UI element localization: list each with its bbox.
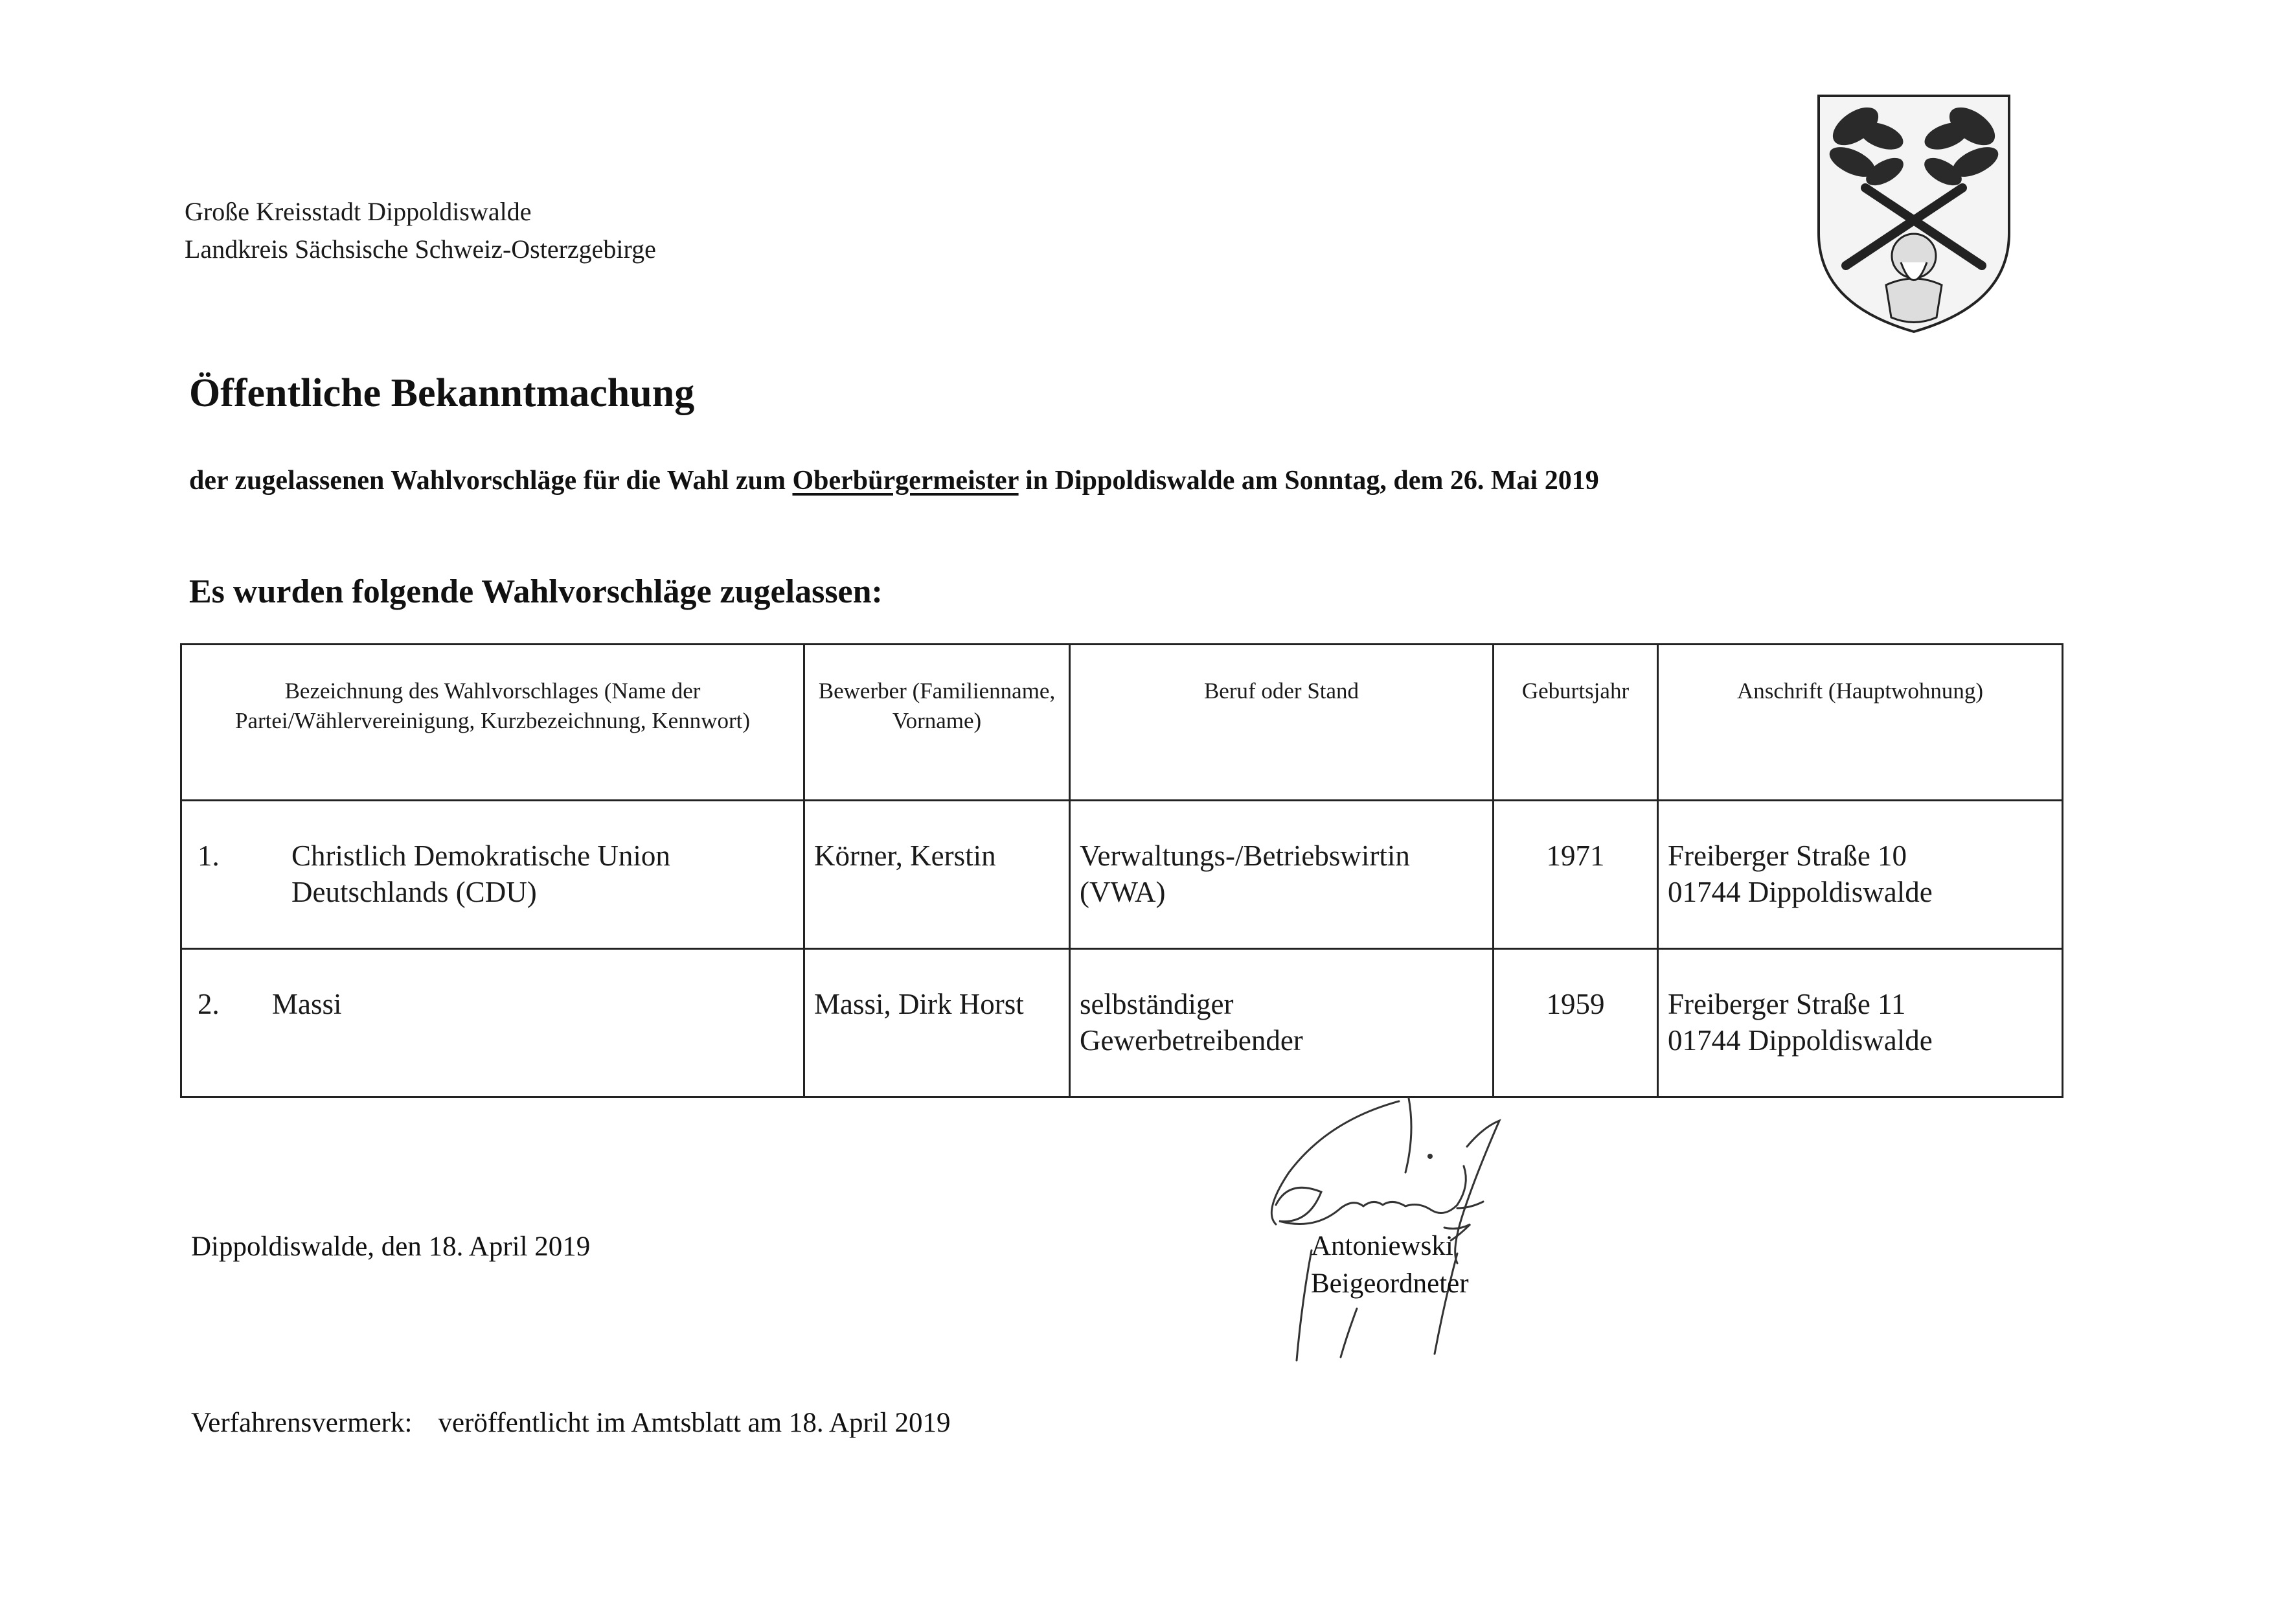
proposal-name-line1: Massi (272, 988, 342, 1020)
table-row (181, 949, 2063, 1097)
header-birth-year: Geburtsjahr (1494, 645, 1658, 801)
signatory-name: Antoniewski (1311, 1231, 1453, 1261)
proposal-name-line1: Christlich Demokratische Union (291, 840, 670, 872)
proposal-cell (181, 801, 804, 949)
address-line1: Freiberger Straße 11 (1668, 988, 1906, 1020)
occupation-line2: (VWA) (1080, 876, 1166, 908)
procedural-note (191, 1407, 950, 1439)
subtitle (189, 465, 1599, 496)
occupation-line1: selbständiger (1080, 988, 1234, 1020)
signatory-role: Beigeordneter (1311, 1268, 1469, 1299)
address-line1: Freiberger Straße 10 (1668, 840, 1907, 872)
proposal-name-line2: Deutschlands (CDU) (291, 876, 537, 908)
subtitle-suffix: in Dippoldiswalde am Sonntag, dem 26. Mai 2019 (1025, 466, 1599, 496)
row-number: 1. (198, 840, 220, 872)
district-name: Landkreis Sächsische Schweiz-Osterzgebirge (185, 235, 656, 264)
occupation-line2: Gewerbetreibender (1080, 1024, 1303, 1057)
date-line: Dippoldiswalde, den 18. April 2019 (191, 1231, 591, 1262)
subtitle-prefix: der zugelassenen Wahlvorschläge für die Wahl zum (189, 466, 786, 496)
city-name: Große Kreisstadt Dippoldiswalde (185, 197, 532, 226)
candidate-cell: Körner, Kerstin (804, 801, 1070, 949)
note-label: Verfahrensvermerk: (191, 1408, 413, 1438)
address-line2: 01744 Dippoldiswalde (1668, 1024, 1933, 1057)
row-number: 2. (198, 988, 220, 1020)
occupation-cell (1070, 801, 1494, 949)
nominations-table (180, 643, 2063, 1098)
signatory-block (1311, 1228, 1469, 1303)
occupation-cell (1070, 949, 1494, 1097)
candidate-cell: Massi, Dirk Horst (804, 949, 1070, 1097)
coat-of-arms-icon (1813, 91, 2014, 337)
page-title: Öffentliche Bekanntmachung (189, 371, 695, 415)
header-occupation: Beruf oder Stand (1070, 645, 1494, 801)
occupation-line1: Verwaltungs-/Betriebswirtin (1080, 840, 1410, 872)
section-heading: Es wurden folgende Wahlvorschläge zugelassen: (189, 573, 883, 610)
subtitle-office: Oberbürgermeister (792, 466, 1019, 496)
proposal-cell (181, 949, 804, 1097)
table-row (181, 801, 2063, 949)
header-proposal: Bezeichnung des Wahlvorschlages (Name der Partei/Wählervereinigung, Kurzbezeichnung, Kennwort) (181, 645, 804, 801)
note-text: veröffentlicht im Amtsblatt am 18. April 2019 (438, 1408, 951, 1438)
address-cell (1658, 949, 2063, 1097)
birth-year-cell: 1971 (1494, 801, 1658, 949)
birth-year-cell: 1959 (1494, 949, 1658, 1097)
issuer-block (185, 193, 656, 268)
header-address: Anschrift (Hauptwohnung) (1658, 645, 2063, 801)
header-candidate: Bewerber (Familienname, Vorname) (804, 645, 1070, 801)
table-header-row (181, 645, 2063, 801)
address-line2: 01744 Dippoldiswalde (1668, 876, 1933, 908)
address-cell (1658, 801, 2063, 949)
